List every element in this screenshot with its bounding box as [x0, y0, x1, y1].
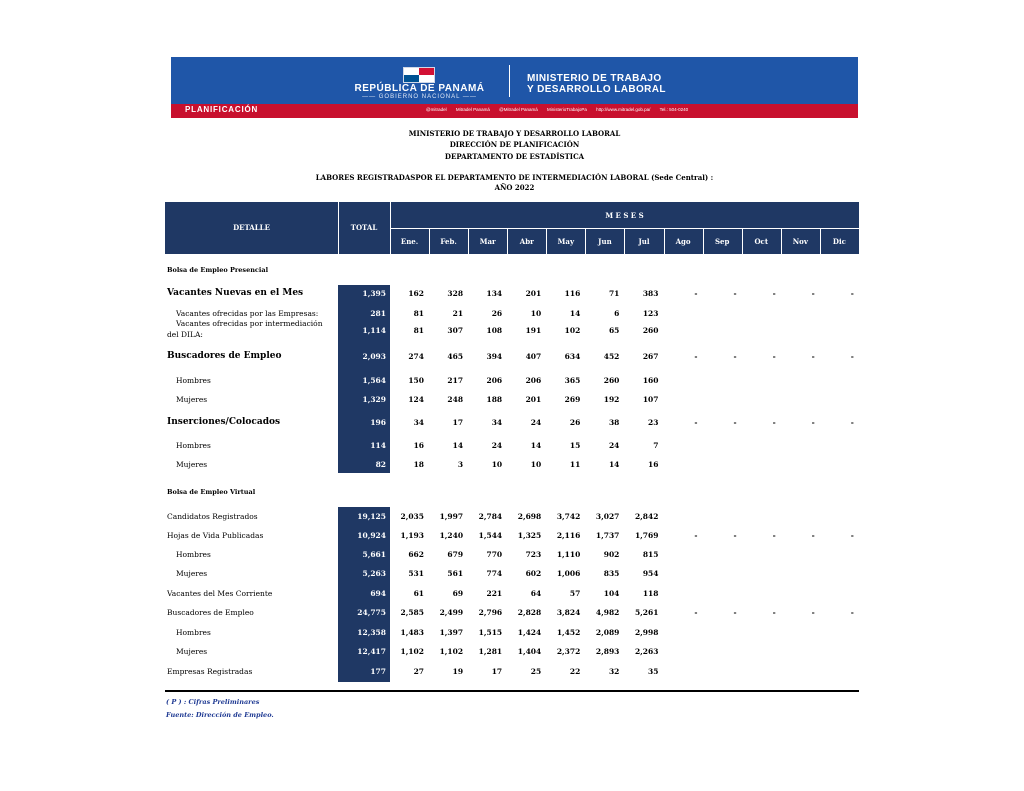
row-label: Candidatos Registrados: [167, 512, 258, 521]
row-month-value: 902: [603, 550, 620, 559]
row-month-value: 108: [486, 326, 503, 335]
row-total: 114: [370, 441, 386, 450]
row-month-value: 267: [642, 352, 659, 361]
header-month: Oct: [754, 237, 769, 246]
header-divider: [585, 229, 586, 254]
section-presencial: Bolsa de Empleo Presencial: [167, 266, 269, 274]
row-month-value: 1,515: [478, 628, 503, 637]
row-month-value: 365: [564, 376, 581, 385]
row-label: Vacantes ofrecidas por intermediación: [176, 319, 323, 328]
row-total: 12,417: [357, 647, 386, 656]
row-label: Mujeres: [176, 395, 208, 404]
row-month-value: -: [850, 608, 854, 617]
row-month-value: -: [772, 289, 776, 298]
row-month-value: 1,424: [517, 628, 542, 637]
row-month-value: 3,742: [556, 512, 581, 521]
row-month-value: -: [694, 531, 698, 540]
row-label: Empresas Registradas: [167, 667, 253, 676]
row-month-value: 71: [608, 289, 620, 298]
row-month-value: 201: [525, 395, 542, 404]
row-month-value: 2,784: [478, 512, 503, 521]
row-month-value: 69: [452, 589, 464, 598]
row-month-value: 954: [642, 569, 659, 578]
row-month-value: 16: [648, 460, 659, 469]
header-meses: M E S E S: [605, 211, 644, 220]
planificacion-label: PLANIFICACIÓN: [185, 105, 259, 114]
table-row: [165, 626, 859, 642]
instagram-link: @Mitradel Panamá: [499, 107, 538, 112]
table-bottom-rule: [165, 690, 859, 692]
row-month-value: 2,796: [478, 608, 503, 617]
row-month-value: 65: [608, 326, 620, 335]
row-month-value: -: [733, 289, 737, 298]
row-month-value: -: [694, 352, 698, 361]
table-row: [165, 319, 859, 340]
row-label: Mujeres: [176, 460, 208, 469]
row-total: 177: [370, 667, 386, 676]
banner-red-bar: [171, 104, 858, 118]
row-month-value: 1,281: [478, 647, 503, 656]
header-divider: [429, 229, 430, 254]
row-month-value: 6: [614, 309, 620, 318]
row-month-value: 1,240: [439, 531, 464, 540]
social-links: [426, 107, 696, 112]
row-month-value: 14: [608, 460, 620, 469]
title-direccion: DIRECCIÓN DE PLANIFICACIÓN: [449, 140, 580, 149]
row-month-value: -: [772, 418, 776, 427]
row-month-value: 107: [642, 395, 659, 404]
table-row: [165, 416, 859, 432]
row-month-value: -: [733, 608, 737, 617]
row-month-value: -: [694, 418, 698, 427]
table-row: [165, 529, 859, 545]
row-total: 2,093: [362, 352, 386, 361]
header-month: Jul: [638, 237, 650, 246]
header-month: Mar: [479, 237, 496, 246]
row-month-value: 81: [413, 326, 424, 335]
row-month-value: 22: [569, 667, 581, 676]
row-month-value: 1,110: [556, 550, 581, 559]
row-month-value: 134: [486, 289, 503, 298]
row-month-value: 124: [408, 395, 424, 404]
twitter-link: @mitradel: [426, 107, 447, 112]
header-month: Abr: [519, 237, 534, 246]
table-row: [165, 510, 859, 526]
row-month-value: 248: [447, 395, 464, 404]
row-month-value: 102: [564, 326, 581, 335]
row-month-value: 465: [447, 352, 464, 361]
row-month-value: 116: [564, 289, 581, 298]
row-month-value: -: [733, 531, 737, 540]
row-month-value: 3: [457, 460, 464, 469]
note-fuente: Fuente: Dirección de Empleo.: [166, 711, 274, 719]
row-label: Hombres: [176, 628, 211, 637]
row-label: Vacantes del Mes Corriente: [167, 589, 273, 598]
row-month-value: 774: [486, 569, 503, 578]
row-label: Mujeres: [176, 647, 208, 656]
row-month-value: 118: [642, 589, 659, 598]
row-label: Buscadores de Empleo: [167, 608, 254, 617]
row-month-value: 188: [486, 395, 503, 404]
row-month-value: 217: [447, 376, 464, 385]
row-month-value: 1,404: [517, 647, 542, 656]
table-row: [165, 350, 859, 366]
row-month-value: -: [733, 352, 737, 361]
row-label: Vacantes ofrecidas por las Empresas:: [176, 309, 319, 318]
row-month-value: 770: [486, 550, 503, 559]
row-month-value: 383: [642, 289, 659, 298]
header-divider: [624, 229, 625, 254]
row-total: 1,114: [362, 326, 386, 335]
row-total: 12,358: [357, 628, 386, 637]
row-month-value: 32: [608, 667, 620, 676]
row-total: 5,263: [362, 569, 386, 578]
row-month-value: -: [694, 289, 698, 298]
header-divider: [546, 229, 547, 254]
row-month-value: 531: [408, 569, 424, 578]
row-total: 1,395: [362, 289, 386, 298]
row-month-value: 1,483: [400, 628, 424, 637]
row-month-value: 201: [525, 289, 542, 298]
table-row: [165, 567, 859, 583]
ministerio-line2: Y DESARROLLO LABORAL: [527, 84, 666, 95]
row-month-value: 2,372: [556, 647, 581, 656]
row-month-value: 1,325: [517, 531, 542, 540]
header-divider: [664, 229, 665, 254]
row-month-value: 2,116: [556, 531, 581, 540]
youtube-link: MinisterioTrabajoPa: [547, 107, 587, 112]
row-label: Inserciones/Colocados: [167, 417, 281, 427]
row-month-value: 191: [525, 326, 542, 335]
row-month-value: -: [772, 531, 776, 540]
row-month-value: 1,006: [556, 569, 581, 578]
report-year: AÑO 2022: [494, 183, 535, 192]
republica-title: REPÚBLICA DE PANAMÁ: [354, 83, 485, 94]
row-month-value: 274: [408, 352, 424, 361]
row-month-value: 57: [569, 589, 581, 598]
row-month-value: 5,261: [634, 608, 659, 617]
header-banner: [171, 57, 858, 118]
row-month-value: 7: [653, 441, 659, 450]
row-month-value: 2,893: [595, 647, 620, 656]
row-month-value: 2,263: [634, 647, 659, 656]
row-label: Hojas de Vida Publicadas: [167, 531, 264, 540]
row-total: 10,924: [357, 531, 386, 540]
row-month-value: 23: [648, 418, 659, 427]
header-month: Ago: [675, 237, 691, 246]
row-month-value: 260: [603, 376, 620, 385]
row-label: Hombres: [176, 376, 211, 385]
row-month-value: 34: [413, 418, 424, 427]
row-month-value: -: [772, 608, 776, 617]
row-month-value: 64: [530, 589, 542, 598]
row-month-value: 2,998: [634, 628, 659, 637]
row-month-value: 2,698: [517, 512, 542, 521]
row-month-value: 104: [603, 589, 620, 598]
row-month-value: -: [811, 418, 815, 427]
gobierno-subtitle: —— GOBIERNO NACIONAL ——: [362, 94, 477, 100]
row-month-value: 307: [447, 326, 464, 335]
row-month-value: -: [733, 418, 737, 427]
row-month-value: 206: [525, 376, 542, 385]
row-month-value: -: [772, 352, 776, 361]
header-divider: [781, 229, 782, 254]
row-month-value: 206: [486, 376, 503, 385]
row-label-continuation: del DILA:: [167, 330, 203, 339]
table-row: [165, 439, 859, 455]
header-divider: [820, 229, 821, 254]
row-month-value: 1,544: [478, 531, 503, 540]
row-label: Mujeres: [176, 569, 208, 578]
table-row: [165, 287, 859, 303]
row-month-value: 634: [564, 352, 581, 361]
row-month-value: 4,982: [595, 608, 620, 617]
row-month-value: 723: [525, 550, 542, 559]
row-month-value: 452: [603, 352, 620, 361]
header-month: Feb.: [440, 237, 457, 246]
row-month-value: 269: [564, 395, 581, 404]
row-month-value: -: [811, 289, 815, 298]
row-month-value: 221: [486, 589, 503, 598]
row-label: Hombres: [176, 550, 211, 559]
table-row: [165, 393, 859, 409]
header-month: Jun: [598, 237, 612, 246]
report-title: LABORES REGISTRADASPOR EL DEPARTAMENTO DE INTERMEDIACIÓN LABORAL (Sede Central) :: [315, 173, 714, 182]
row-month-value: 61: [413, 589, 424, 598]
row-month-value: 662: [408, 550, 424, 559]
row-month-value: -: [811, 608, 815, 617]
row-month-value: 2,089: [595, 628, 620, 637]
row-month-value: 3,027: [595, 512, 620, 521]
row-month-value: 394: [486, 352, 503, 361]
row-month-value: 2,828: [517, 608, 542, 617]
row-month-value: 15: [569, 441, 581, 450]
row-month-value: 14: [452, 441, 464, 450]
row-total: 82: [375, 460, 386, 469]
row-month-value: 1,452: [556, 628, 581, 637]
row-month-value: 260: [642, 326, 659, 335]
row-label: Hombres: [176, 441, 211, 450]
row-month-value: 10: [491, 460, 503, 469]
row-month-value: 25: [530, 667, 542, 676]
row-total: 5,661: [362, 550, 386, 559]
row-month-value: 1,997: [439, 512, 464, 521]
row-month-value: 1,737: [595, 531, 620, 540]
header-month: Sep: [714, 237, 730, 246]
row-month-value: 10: [530, 460, 542, 469]
table-row: [165, 587, 859, 603]
row-month-value: 123: [642, 309, 659, 318]
row-month-value: -: [694, 608, 698, 617]
row-month-value: 26: [491, 309, 503, 318]
row-month-value: 1,769: [634, 531, 659, 540]
row-month-value: 35: [648, 667, 659, 676]
row-month-value: 16: [413, 441, 424, 450]
row-month-value: 24: [491, 441, 503, 450]
row-month-value: 561: [447, 569, 464, 578]
header-detalle: DETALLE: [233, 223, 270, 232]
row-total: 196: [370, 418, 386, 427]
row-label: Vacantes Nuevas en el Mes: [167, 288, 304, 298]
row-month-value: 14: [569, 309, 581, 318]
row-month-value: 328: [447, 289, 464, 298]
row-total: 24,775: [357, 608, 386, 617]
row-month-value: 3,824: [556, 608, 581, 617]
table-row: [165, 665, 859, 681]
panama-flag-icon: [403, 67, 435, 83]
row-month-value: -: [850, 531, 854, 540]
row-month-value: 17: [452, 418, 464, 427]
table-row: [165, 458, 859, 474]
header-month: Dic: [832, 237, 846, 246]
row-month-value: -: [811, 531, 815, 540]
row-month-value: 2,842: [634, 512, 659, 521]
row-month-value: 162: [408, 289, 424, 298]
header-month: May: [557, 237, 575, 246]
row-month-value: 160: [642, 376, 659, 385]
row-month-value: 14: [530, 441, 542, 450]
row-month-value: 2,585: [400, 608, 424, 617]
row-month-value: 679: [447, 550, 464, 559]
row-month-value: 815: [642, 550, 659, 559]
row-month-value: 26: [569, 418, 581, 427]
row-month-value: 1,102: [400, 647, 424, 656]
website-link: http://www.mitradel.gob.pa/: [596, 107, 651, 112]
banner-divider: [509, 65, 510, 97]
table-row: [165, 606, 859, 622]
row-month-value: 24: [530, 418, 542, 427]
header-divider: [742, 229, 743, 254]
row-month-value: 10: [530, 309, 542, 318]
header-month: Ene.: [400, 237, 419, 246]
row-month-value: -: [850, 289, 854, 298]
row-total: 1,564: [362, 376, 386, 385]
row-month-value: 2,035: [400, 512, 424, 521]
row-month-value: 24: [608, 441, 620, 450]
row-month-value: 192: [603, 395, 620, 404]
row-month-value: -: [850, 418, 854, 427]
row-month-value: 38: [608, 418, 620, 427]
row-total: 281: [370, 309, 386, 318]
title-ministerio: MINISTERIO DE TRABAJO Y DESARROLLO LABORAL: [408, 129, 621, 138]
title-departamento: DEPARTAMENTO DE ESTADÍSTICA: [444, 152, 585, 161]
row-month-value: 19: [452, 667, 464, 676]
ministerio-line1: MINISTERIO DE TRABAJO: [527, 73, 662, 84]
table-row: [165, 645, 859, 661]
header-month: Nov: [792, 237, 808, 246]
table-row: [165, 548, 859, 564]
banner-main: [171, 57, 858, 104]
row-label: Buscadores de Empleo: [167, 351, 282, 361]
header-divider: [703, 229, 704, 254]
row-month-value: 602: [525, 569, 542, 578]
row-month-value: 27: [413, 667, 424, 676]
section-virtual: Bolsa de Empleo Virtual: [167, 488, 256, 496]
row-month-value: 17: [491, 667, 503, 676]
table-row: [165, 374, 859, 390]
facebook-link: Mitradel Panamá: [455, 107, 490, 112]
row-month-value: 2,499: [439, 608, 464, 617]
row-month-value: 1,397: [439, 628, 464, 637]
phone-number: Tel.: 504-0240: [659, 107, 689, 112]
row-month-value: 835: [603, 569, 620, 578]
row-month-value: -: [811, 352, 815, 361]
header-total: TOTAL: [350, 223, 378, 232]
header-divider: [507, 229, 508, 254]
row-total: 694: [370, 589, 386, 598]
row-month-value: 18: [413, 460, 424, 469]
row-total: 19,125: [357, 512, 386, 521]
row-month-value: 1,102: [439, 647, 464, 656]
row-month-value: -: [850, 352, 854, 361]
row-month-value: 150: [408, 376, 424, 385]
row-month-value: 81: [413, 309, 424, 318]
row-total: 1,329: [362, 395, 386, 404]
header-divider: [468, 229, 469, 254]
note-preliminares: ( P ) : Cifras Preliminares: [166, 698, 260, 706]
row-month-value: 407: [525, 352, 542, 361]
row-month-value: 11: [569, 460, 581, 469]
row-month-value: 21: [452, 309, 464, 318]
row-month-value: 1,193: [400, 531, 424, 540]
row-month-value: 34: [491, 418, 503, 427]
